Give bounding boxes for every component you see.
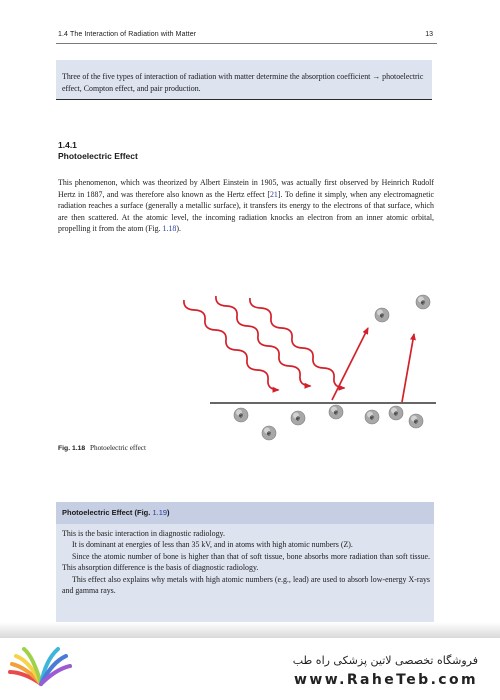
note-paragraph-1: This is the basic interaction in diagnostic radiology. <box>62 529 225 538</box>
electron-symbol: e <box>334 409 338 417</box>
electron-symbol: e <box>239 412 243 420</box>
radiation-wave-2 <box>216 296 311 386</box>
emitted-electron-arrows <box>332 328 414 402</box>
electron-7 <box>409 414 423 428</box>
figure-reference-link[interactable]: 1.18 <box>162 224 177 234</box>
electron-4 <box>329 405 343 419</box>
summary-text: Three of the five types of interaction of radiation with matter determine the absorption coefficient → photoelectric effect, Compton effect, and pair production. <box>62 72 424 93</box>
emitted-electron-arrow-2 <box>402 334 414 402</box>
note-paragraph-2: It is dominant at energies of less than 35 kV, and in atoms with high atomic numbers (Z). <box>72 540 353 550</box>
electron-9 <box>416 295 430 309</box>
electron-symbol: e <box>394 410 398 418</box>
body-paragraph <box>58 177 434 235</box>
store-name: فروشگاه تخصصی لاتین پزشکی راه طب <box>292 654 478 667</box>
electron-symbol: e <box>296 415 300 423</box>
note-figure-reference-link[interactable]: 1.19 <box>152 508 168 517</box>
electron-5 <box>365 410 379 424</box>
electron-3 <box>291 411 305 425</box>
paragraph-text-a: This phenomenon, which was theorized by Albert Einstein in 1905, was actually first observed by Heinrich Rudolf Hertz in 1887, and was therefore also known as the Hertz effect [ <box>58 178 434 199</box>
paragraph-text-b: ]. To define it simply, when any electromagnetic radiation reaches a surface (generally a metallic surface), it transfers its energy to the electrons of that surface, which are then scattered. At the atomic level, the incoming radiation knocks an electron from an inner atomic orbital, propelling it from the atom (Fig. <box>58 189 434 234</box>
incoming-radiation-waves <box>184 296 345 390</box>
book-logo-icon <box>6 642 76 692</box>
header-rule <box>56 43 437 44</box>
electron-particles <box>234 295 430 440</box>
page-bottom-shadow <box>0 622 500 638</box>
electron-1 <box>234 408 248 422</box>
photoelectric-figure <box>170 290 440 445</box>
electron-2 <box>262 426 276 440</box>
figure-caption <box>58 444 146 452</box>
electron-symbol: e <box>421 299 425 307</box>
paragraph-text-c: ). <box>176 224 181 234</box>
electron-6 <box>389 406 403 420</box>
page-number: 13 <box>425 31 433 38</box>
figure-caption-text: Photoelectric effect <box>90 444 146 452</box>
electron-8 <box>375 308 389 322</box>
note-paragraph-3: Since the atomic number of bone is higher than that of soft tissue, bone absorbs more radiation than soft tissue. This absorption difference is the basis of diagnostic radiology. <box>62 551 430 573</box>
note-title-text: Photoelectric Effect (Fig. <box>62 508 153 517</box>
running-header-title: 1.4 The Interaction of Radiation with Matter <box>58 31 197 38</box>
electron-symbol: e <box>370 414 374 422</box>
emitted-electron-arrow-1 <box>332 328 368 400</box>
note-title-close: ) <box>167 508 170 517</box>
section-number: 1.4.1 <box>58 140 77 150</box>
radiation-wave-3 <box>250 298 345 388</box>
section-title: Photoelectric Effect <box>58 151 138 161</box>
note-box-title <box>56 502 434 524</box>
electron-symbol: e <box>414 418 418 426</box>
figure-label: Fig. 1.18 <box>58 445 86 452</box>
note-paragraph-4: This effect also explains why metals with high atomic numbers (e.g., lead) are used to absorb low-energy X-rays and gamma rays. <box>62 574 430 596</box>
summary-box <box>56 60 432 100</box>
electron-symbol: e <box>380 312 384 320</box>
note-box <box>56 502 434 630</box>
citation-link[interactable]: 21 <box>269 189 278 199</box>
electron-symbol: e <box>267 430 271 438</box>
store-url[interactable]: www.RaheTeb.com <box>294 672 478 688</box>
note-box-body <box>62 528 430 596</box>
